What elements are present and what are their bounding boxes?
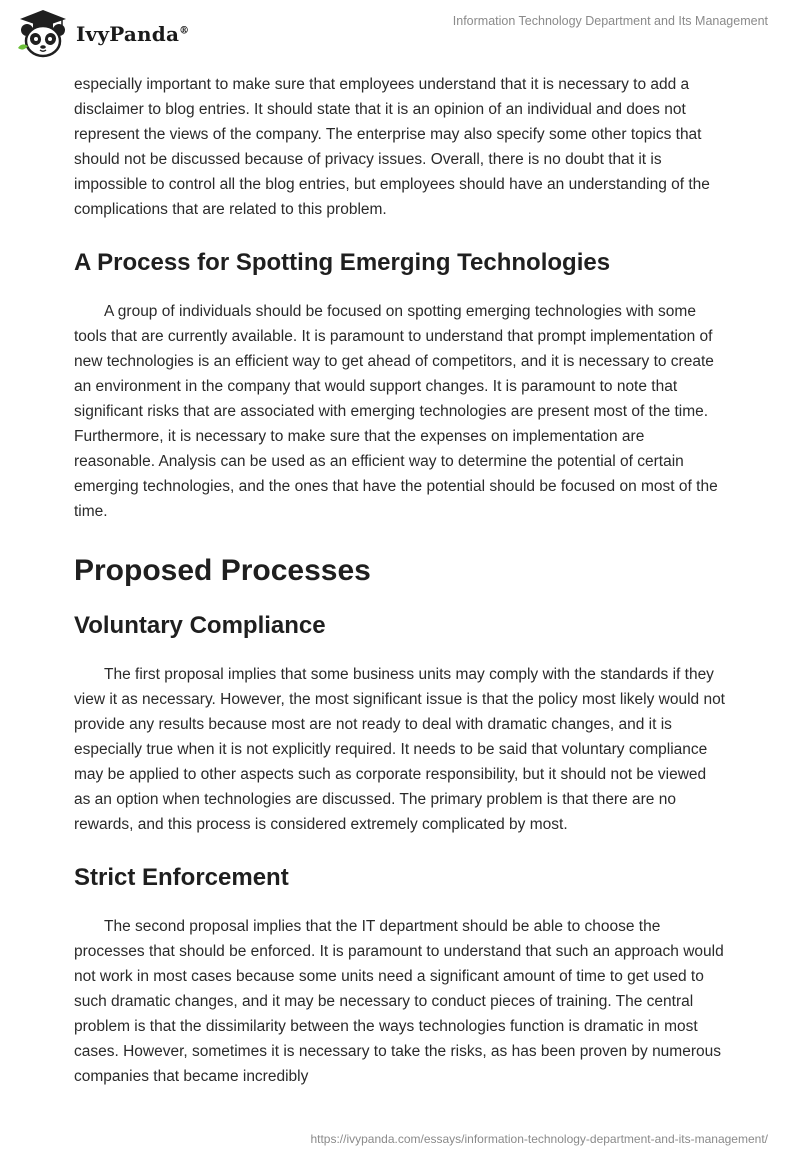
emerging-tech-paragraph: A group of individuals should be focused on spotting emerging technologies with some tools that are currently available. It is paramount to understand that prompt implementation of new technologies is an efficient way to get ahead of competitors, and it is necessary to create an environment in the company that would support changes. It is paramount to note that significant risks that are associated with emerging technologies are present most of the time. Furthermore, it is necessary to make sure that the expenses on implementation are reasonable. Analysis can be used as an efficient way to determine the potential of certain emerging technologies, and the ones that have the potential should be focused on most of the time. <box>74 303 718 520</box>
article-body <box>74 72 726 1089</box>
section-heading-emerging-tech: A Process for Spotting Emerging Technologies <box>74 249 611 276</box>
document-title: Information Technology Department and Its Management <box>452 14 768 28</box>
voluntary-compliance-paragraph: The first proposal implies that some business units may comply with the standards if they view it as necessary. However, the most significant issue is that the policy most likely would not provide any results because most are not ready to deal with dramatic changes, and it is especially true when it is not explicitly required. It needs to be said that voluntary compliance may be applied to other aspects such as corporate responsibility, but it should not be viewed as an option when technologies are discussed. The primary problem is that there are no rewards, and this process is considered extremely complicated by most. <box>74 666 725 833</box>
page-header <box>0 0 800 70</box>
panda-logo-icon <box>14 8 72 60</box>
logo[interactable] <box>14 8 189 60</box>
intro-paragraph: especially important to make sure that employees understand that it is necessary to add a disclaimer to blog entries. It should state that it is an opinion of an individual and does not represent the views of the company. The enterprise may also specify some other topics that should not be discussed because of privacy issues. Overall, there is no doubt that it is impossible to control all the blog entries, but employees should have an understanding of the complications that are related to this problem. <box>74 76 710 218</box>
brand-name: IvyPanda® <box>76 22 190 46</box>
subsection-heading-strict-enforcement: Strict Enforcement <box>74 864 289 891</box>
section-heading-proposed-processes: Proposed Processes <box>74 554 371 587</box>
source-url[interactable]: https://ivypanda.com/essays/information-technology-department-and-its-management/ <box>310 1132 768 1146</box>
strict-enforcement-paragraph: The second proposal implies that the IT department should be able to choose the processes that should be enforced. It is paramount to understand that such an approach would not work in most cases because some units need a significant amount of time to get used to such dramatic changes, and it may be necessary to conduct pieces of training. The central problem is that the dissimilarity between the ways technologies function is dramatic in most cases. However, sometimes it is necessary to take the risks, as has been proven by numerous companies that became incredibly <box>74 918 724 1085</box>
subsection-heading-voluntary-compliance: Voluntary Compliance <box>74 612 326 639</box>
